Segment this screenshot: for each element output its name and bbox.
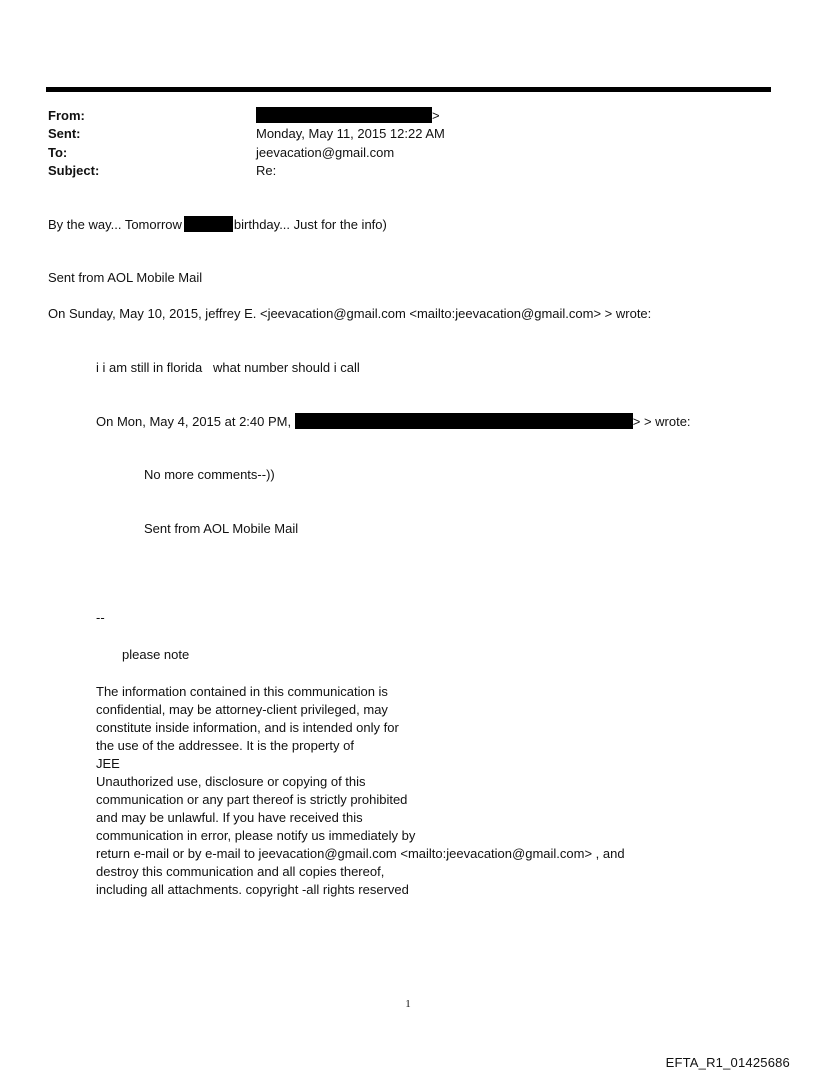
disclaimer-line: return e-mail or by e-mail to jeevacation@gmail.com <mailto:jeevacation@gmail.com> , and <box>96 846 625 861</box>
to-value: jeevacation@gmail.com <box>256 145 395 160</box>
disclaimer-line: confidential, may be attorney-client privileged, may <box>96 702 388 717</box>
quote-header: On Sunday, May 10, 2015, jeffrey E. <jeevacation@gmail.com <mailto:jeevacation@gmail.com> > wrote: <box>48 306 652 321</box>
from-label: From: <box>48 108 85 123</box>
sent-label: Sent: <box>48 126 81 141</box>
redaction-box <box>184 216 233 232</box>
sent-from-signature: Sent from AOL Mobile Mail <box>48 270 203 285</box>
to-label: To: <box>48 145 68 160</box>
nested-quoted-message: No more comments--)) <box>144 467 275 482</box>
disclaimer-line: JEE <box>96 756 120 771</box>
disclaimer-line: communication or any part thereof is strictly prohibited <box>96 792 408 807</box>
quote-header-start: On Mon, May 4, 2015 at 2:40 PM, <box>96 414 292 429</box>
redaction-box <box>295 413 633 429</box>
header-rule <box>46 87 771 92</box>
subject-label: Subject: <box>48 163 100 178</box>
confidentiality-disclaimer <box>96 683 696 899</box>
message-line-start: By the way... Tomorrow <box>48 217 182 232</box>
quote-header-end: > > wrote: <box>632 414 691 429</box>
sent-value: Monday, May 11, 2015 12:22 AM <box>256 126 445 141</box>
disclaimer-line: The information contained in this communication is <box>96 684 388 699</box>
please-note: please note <box>122 647 190 662</box>
disclaimer-line: the use of the addressee. It is the property of <box>96 738 354 753</box>
disclaimer-line: destroy this communication and all copies thereof, <box>96 864 385 879</box>
document-id: EFTA_R1_01425686 <box>665 1055 790 1070</box>
signature-dash: -- <box>96 610 105 625</box>
message-line-end: birthday... Just for the info) <box>233 217 387 232</box>
disclaimer-line: communication in error, please notify us immediately by <box>96 828 416 843</box>
page-number: 1 <box>405 998 411 1010</box>
nested-sent-from-signature: Sent from AOL Mobile Mail <box>144 521 299 536</box>
disclaimer-line: including all attachments. copyright -all rights reserved <box>96 882 409 897</box>
disclaimer-line: constitute inside information, and is intended only for <box>96 720 399 735</box>
message-line <box>48 216 387 234</box>
quoted-message: i i am still in florida what number should i call <box>96 360 360 375</box>
disclaimer-line: Unauthorized use, disclosure or copying of this <box>96 774 366 789</box>
from-value <box>256 107 440 125</box>
disclaimer-line: and may be unlawful. If you have received this <box>96 810 363 825</box>
quote-header-nested <box>96 413 691 431</box>
subject-value: Re: <box>256 163 277 178</box>
from-value-suffix: > <box>432 108 440 123</box>
redaction-box <box>256 107 432 123</box>
